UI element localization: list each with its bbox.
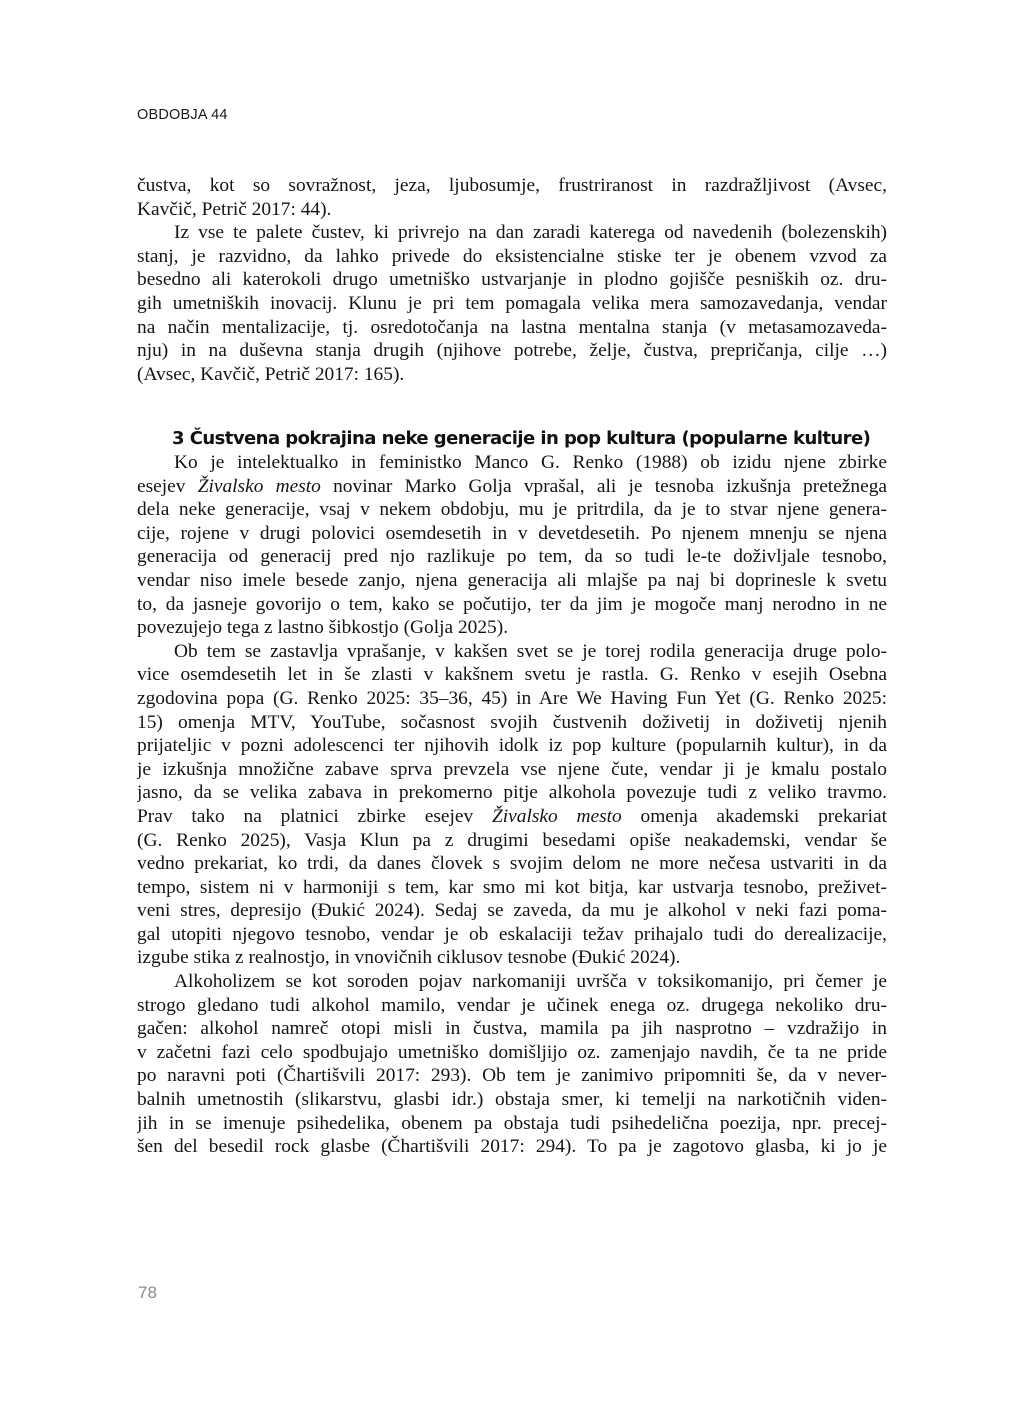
text-span: esejev xyxy=(137,475,198,497)
text-line: generacija od generacij pred njo razlikuje po tem, da so tudi le-te doživljale tesnobo, xyxy=(137,546,887,568)
text-line: gačen: alkohol namreč otopi misli in čustva, mamila pa jih nasprotno – vzdražijo in xyxy=(137,1018,887,1040)
text-line xyxy=(137,475,887,499)
text-line: v začetni fazi celo spodbujajo umetniško domišljijo oz. zamenjajo navdih, če ta ne pride xyxy=(137,1041,887,1063)
text-line: 15) omenja MTV, YouTube, sočasnost svojih čustvenih doživetij in doživetij njenih xyxy=(137,711,887,733)
text-line: po naravni poti (Čhartišvili 2017: 293). Ob tem je zanimivo pripomniti še, da v never- xyxy=(137,1065,887,1087)
text-line: veni stres, depresijo (Đukić 2024). Sedaj se zaveda, da mu je alkohol v neki fazi poma- xyxy=(137,900,887,922)
text-line: gih umetniških inovacij. Klunu je pri tem pomagala velika mera samozavedanja, vendar xyxy=(137,292,887,314)
text-line: nju) in na duševna stanja drugih (njihove potrebe, želje, čustva, prepričanja, cilje …) xyxy=(137,340,887,362)
text-line: jasno, da se velika zabava in prekomerno pitje alkohola povezuje tudi z veliko travmo. xyxy=(137,782,887,804)
book-title-italic: Živalsko mesto xyxy=(197,475,321,497)
text-line: Ob tem se zastavlja vprašanje, v kakšen svet se je torej rodila generacija druge polo- xyxy=(174,640,887,662)
book-title-italic: Živalsko mesto xyxy=(492,805,622,827)
text-line: vendar niso imele besede zanjo, njena generacija ali mlajše pa naj bi doprinesle k svetu xyxy=(137,569,887,591)
text-line: (Avsec, Kavčič, Petrič 2017: 165). xyxy=(137,363,405,385)
text-line: zgodovina popa (G. Renko 2025: 35–36, 45) in Are We Having Fun Yet (G. Renko 2025: xyxy=(137,687,887,709)
page-number: 78 xyxy=(138,1283,157,1302)
text-line: čustva, kot so sovražnost, jeza, ljubosumje, frustriranost in razdražljivost (Avsec, xyxy=(137,175,887,196)
text-span: omenja akademski prekariat xyxy=(621,805,887,827)
text-line: Kavčič, Petrič 2017: 44). xyxy=(137,198,332,220)
text-line: vice osemdesetih let in še zlasti v kakšnem svetu je rastla. G. Renko v esejih Osebna xyxy=(137,664,887,686)
text-line: šen del besedil rock glasbe (Čhartišvili 2017: 294). To pa je zagotovo glasba, ki jo je xyxy=(137,1136,887,1158)
text-line: Alkoholizem se kot soroden pojav narkomaniji uvršča v toksikomanijo, pri čemer je xyxy=(174,971,887,993)
text-line: povezujejo tega z lastno šibkostjo (Golja 2025). xyxy=(137,617,509,639)
text-line xyxy=(137,805,887,829)
paragraph-block-1 xyxy=(137,174,887,386)
text-line: cije, rojene v drugi polovici osemdesetih in v devetdesetih. Po njenem mnenju se njena xyxy=(137,522,887,544)
text-span: Prav tako na platnici zbirke esejev xyxy=(137,805,492,827)
text-line: na način mentalizacije, tj. osredotočanja na lastna mentalna stanja (v metasamozaveda- xyxy=(137,316,887,338)
text-line: (G. Renko 2025), Vasja Klun pa z drugimi besedami opiše neakademski, vendar še xyxy=(137,829,887,851)
running-head: OBDOBJA 44 xyxy=(137,107,228,123)
text-line: Iz vse te palete čustev, ki privrejo na dan zaradi katerega od navedenih (bolezenskih) xyxy=(174,222,887,244)
text-span: novinar Marko Golja vprašal, ali je tesnoba izkušnja pretežnega xyxy=(320,475,887,497)
text-line: to, da jasneje govorijo o tem, kako se počutijo, ter da jim je mogoče manj nerodno in ne xyxy=(137,593,887,615)
text-line: stanj, je razvidno, da lahko privede do eksistencialne stiske ter je obenem vzvod za xyxy=(137,245,887,267)
paragraph-block-2 xyxy=(137,451,887,1159)
text-line: prijateljic v pozni adolescenci ter njihovih idolk iz pop kulture (popularnih kultur), in da xyxy=(137,735,887,757)
text-line: dela neke generacije, vsaj v nekem obdobju, mu je pritrdila, da je to stvar njene genera- xyxy=(137,499,887,521)
text-line: je izkušnja množične zabave sprva prevzela vse njene čute, vendar ji je kmalu postalo xyxy=(137,758,887,780)
section-heading: 3 Čustvena pokrajina neke generacije in pop kultura (popularne kulture) xyxy=(172,428,871,449)
text-line: vedno prekariat, ko trdi, da danes človek s svojim delom ne more nečesa ustvariti in da xyxy=(137,853,887,875)
text-line: izgube stika z realnostjo, in vnovičnih ciklusov tesnobe (Đukić 2024). xyxy=(137,947,681,969)
text-line: besedno ali katerokoli drugo umetniško ustvarjanje in plodno gojišče pesniških oz. dru- xyxy=(137,269,887,291)
text-line: gal utopiti njegovo tesnobo, vendar je ob eskalaciji težav prihajalo tudi do derealizacije, xyxy=(137,923,887,945)
text-line: jih in se imenuje psihedelika, obenem pa obstaja tudi psihedelična poezija, npr. precej- xyxy=(137,1112,887,1134)
text-line: tempo, sistem ni v harmoniji s tem, kar smo mi kot bitja, kar ustvarja tesnobo, preživet- xyxy=(137,876,887,898)
text-line: balnih umetnostih (slikarstvu, glasbi idr.) obstaja smer, ki temelji na narkotičnih viden- xyxy=(137,1089,887,1111)
text-line: Ko je intelektualko in feministko Manco G. Renko (1988) ob izidu njene zbirke xyxy=(174,452,887,473)
text-line: strogo gledano tudi alkohol mamilo, vendar je učinek enega oz. drugega nekoliko dru- xyxy=(137,994,887,1016)
